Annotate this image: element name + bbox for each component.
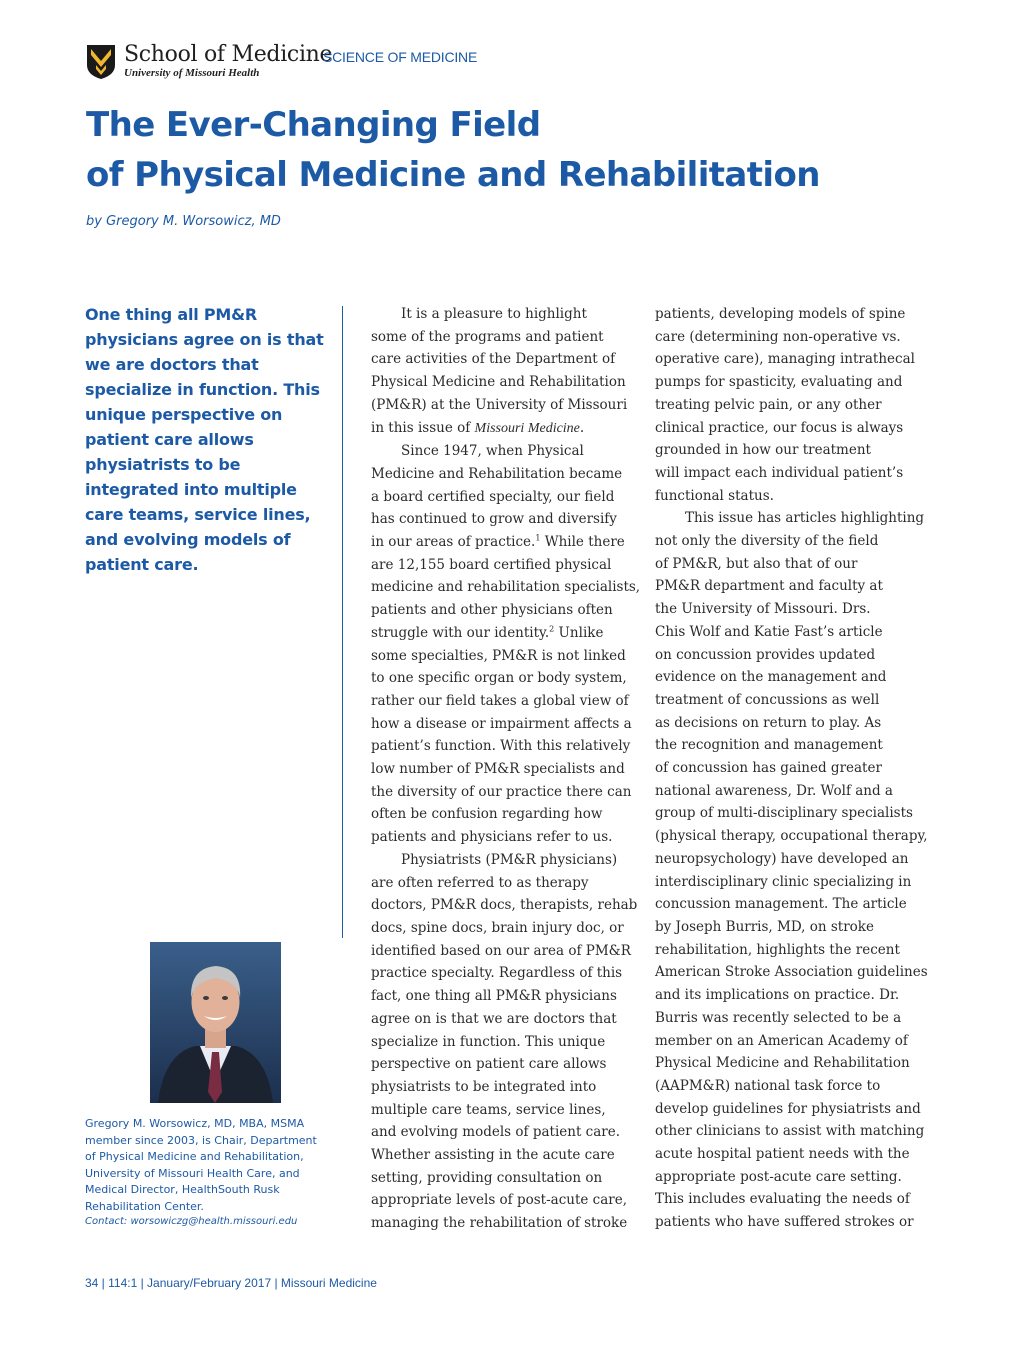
text-line: the diversity of our practice there can	[371, 783, 632, 800]
column-divider	[342, 306, 343, 938]
text-line: low number of PM&R specialists and	[371, 761, 625, 778]
text-line: setting, providing consultation on	[371, 1169, 603, 1186]
text-line: functional status.	[655, 487, 774, 504]
text-fragment: .	[579, 419, 585, 436]
text-line: This issue has articles highlighting	[685, 510, 925, 527]
text-line: operative care), managing intrathecal	[655, 351, 915, 368]
text-line: are often referred to as therapy	[371, 874, 589, 891]
text-line: rehabilitation, highlights the recent	[655, 941, 900, 958]
text-fragment: While there	[540, 534, 625, 551]
text-line: Physical Medicine and Rehabilitation	[655, 1055, 910, 1072]
logo-title: School of Medicine	[124, 42, 333, 67]
text-line: interdisciplinary clinic specializing in	[655, 873, 912, 890]
text-line: docs, spine docs, brain injury doc, or	[371, 919, 624, 936]
title-line: The Ever-Changing Field	[86, 105, 541, 145]
author-portrait	[150, 942, 281, 1103]
page-footer: 34 | 114:1 | January/February 2017 | Missouri Medicine	[85, 1276, 377, 1290]
text-line: as decisions on return to play. As	[655, 714, 882, 731]
text-line: patients, developing models of spine	[655, 306, 906, 322]
text-line: some specialties, PM&R is not linked	[371, 647, 626, 664]
text-line: treating pelvic pain, or any other	[655, 396, 882, 413]
text-line: Chis Wolf and Katie Fast’s article	[655, 623, 883, 640]
text-line	[371, 531, 633, 554]
text-line: multiple care teams, service lines,	[371, 1101, 606, 1118]
text-line: PM&R department and faculty at	[655, 578, 883, 595]
text-line: by Joseph Burris, MD, on stroke	[655, 918, 874, 935]
text-line: has continued to grow and diversify	[371, 511, 617, 528]
text-line: develop guidelines for physiatrists and	[655, 1100, 921, 1117]
text-line: Physiatrists (PM&R physicians)	[401, 851, 618, 868]
pull-quote: One thing all PM&R physicians agree on is that we are doctors that specialize in function. This unique perspective on patient care allows physiatrists to be integrated into multiple care teams, service lines, and evolving models of patient care.	[85, 305, 324, 574]
text-line	[371, 417, 633, 441]
text-line: rather our field takes a global view of	[371, 692, 629, 709]
article-title	[86, 100, 820, 200]
text-line: acute hospital patient needs with the	[655, 1146, 910, 1163]
text-fragment: Unlike	[554, 624, 604, 641]
text-line: to one specific organ or body system,	[371, 670, 627, 687]
text-line: identified based on our area of PM&R	[371, 942, 631, 959]
text-line: evidence on the management and	[655, 669, 887, 686]
text-line: Burris was recently selected to be a	[655, 1009, 902, 1026]
text-line: (AAPM&R) national task force to	[655, 1077, 881, 1094]
text-line: and its implications on practice. Dr.	[655, 987, 900, 1004]
text-fragment: in our areas of practice.	[371, 534, 536, 551]
text-line: are 12,155 board certified physical	[371, 556, 612, 573]
text-line: care activities of the Department of	[371, 351, 616, 368]
mizzou-shield-icon	[86, 44, 116, 80]
text-line: neuropsychology) have developed an	[655, 850, 909, 867]
text-line: care (determining non-operative vs.	[655, 328, 901, 345]
text-line: and evolving models of patient care.	[371, 1124, 620, 1141]
text-line: This includes evaluating the needs of	[655, 1191, 910, 1208]
text-line: often be confusion regarding how	[371, 806, 603, 823]
text-line: doctors, PM&R docs, therapists, rehab	[371, 897, 638, 914]
text-line: appropriate levels of post-acute care,	[371, 1192, 627, 1209]
text-line: (physical therapy, occupational therapy,	[655, 828, 928, 845]
text-line: Since 1947, when Physical	[401, 443, 584, 460]
text-line: a board certified specialty, our field	[371, 488, 615, 505]
footnote-ref[interactable]: 1	[535, 533, 541, 543]
title-line: of Physical Medicine and Rehabilitation	[86, 155, 820, 195]
text-line: how a disease or impairment affects a	[371, 715, 632, 732]
body-column-2	[655, 303, 928, 1234]
journal-name: Missouri Medicine	[474, 420, 580, 436]
text-line: appropriate post-acute care setting.	[655, 1168, 902, 1185]
text-line: patients and physicians refer to us.	[371, 829, 613, 846]
text-line: agree on is that we are doctors that	[371, 1010, 617, 1027]
text-line: patients who have suffered strokes or	[655, 1214, 914, 1231]
text-line: specialize in function. This unique	[371, 1033, 606, 1050]
text-line: other clinicians to assist with matching	[655, 1123, 925, 1140]
text-line: medicine and rehabilitation specialists,	[371, 579, 641, 596]
text-line: (PM&R) at the University of Missouri	[371, 396, 628, 413]
text-fragment: in this issue of	[371, 419, 471, 436]
text-line: treatment of concussions as well	[655, 691, 880, 708]
author-caption	[85, 1116, 330, 1229]
text-line: of PM&R, but also that of our	[655, 555, 858, 572]
school-logo[interactable]	[86, 44, 332, 80]
text-line	[371, 622, 633, 645]
byline: by Gregory M. Worsowicz, MD	[86, 214, 281, 229]
text-line: fact, one thing all PM&R physicians	[371, 988, 617, 1005]
text-line: Whether assisting in the acute care	[371, 1147, 615, 1164]
text-line: not only the diversity of the field	[655, 533, 879, 550]
contact-email[interactable]: Contact: worsowiczg@health.missouri.edu	[85, 1216, 298, 1227]
text-line: national awareness, Dr. Wolf and a	[655, 782, 893, 799]
text-line: patients and other physicians often	[371, 602, 613, 619]
text-line: of concussion has gained greater	[655, 760, 882, 777]
text-line: physiatrists to be integrated into	[371, 1078, 597, 1095]
text-line: will impact each individual patient’s	[655, 464, 904, 481]
text-fragment: struggle with our identity.	[371, 624, 550, 641]
section-label: SCIENCE OF MEDICINE	[323, 49, 478, 65]
text-line: patient’s function. With this relatively	[371, 738, 631, 755]
text-line: the University of Missouri. Drs.	[655, 601, 871, 618]
text-line: some of the programs and patient	[371, 328, 604, 345]
text-line: It is a pleasure to highlight	[401, 306, 587, 322]
text-line: the recognition and management	[655, 737, 883, 754]
text-line: Medicine and Rehabilitation became	[371, 465, 623, 482]
logo-subtitle: University of Missouri Health	[124, 67, 260, 79]
text-line: pumps for spasticity, evaluating and	[655, 374, 903, 391]
text-line: member on an American Academy of	[655, 1032, 908, 1049]
text-line: practice specialty. Regardless of this	[371, 965, 623, 982]
caption-text: Gregory M. Worsowicz, MD, MBA, MSMA member since 2003, is Chair, Department of Physical Medicine and Rehabilitation, University of Missouri Health Care, and Medical Director, HealthSouth Rusk Rehabilitation Center.	[85, 1117, 317, 1213]
footnote-ref[interactable]: 2	[549, 624, 555, 634]
text-line: group of multi-disciplinary specialists	[655, 805, 913, 822]
text-line: clinical practice, our focus is always	[655, 419, 904, 436]
body-column-1	[371, 303, 641, 1235]
text-line: Physical Medicine and Rehabilitation	[371, 374, 626, 391]
text-line: grounded in how our treatment	[655, 442, 871, 459]
text-line: American Stroke Association guidelines	[655, 964, 928, 981]
text-line: managing the rehabilitation of stroke	[371, 1215, 628, 1232]
text-line: perspective on patient care allows	[371, 1056, 607, 1073]
text-line: on concussion provides updated	[655, 646, 876, 663]
text-line: concussion management. The article	[655, 896, 907, 913]
